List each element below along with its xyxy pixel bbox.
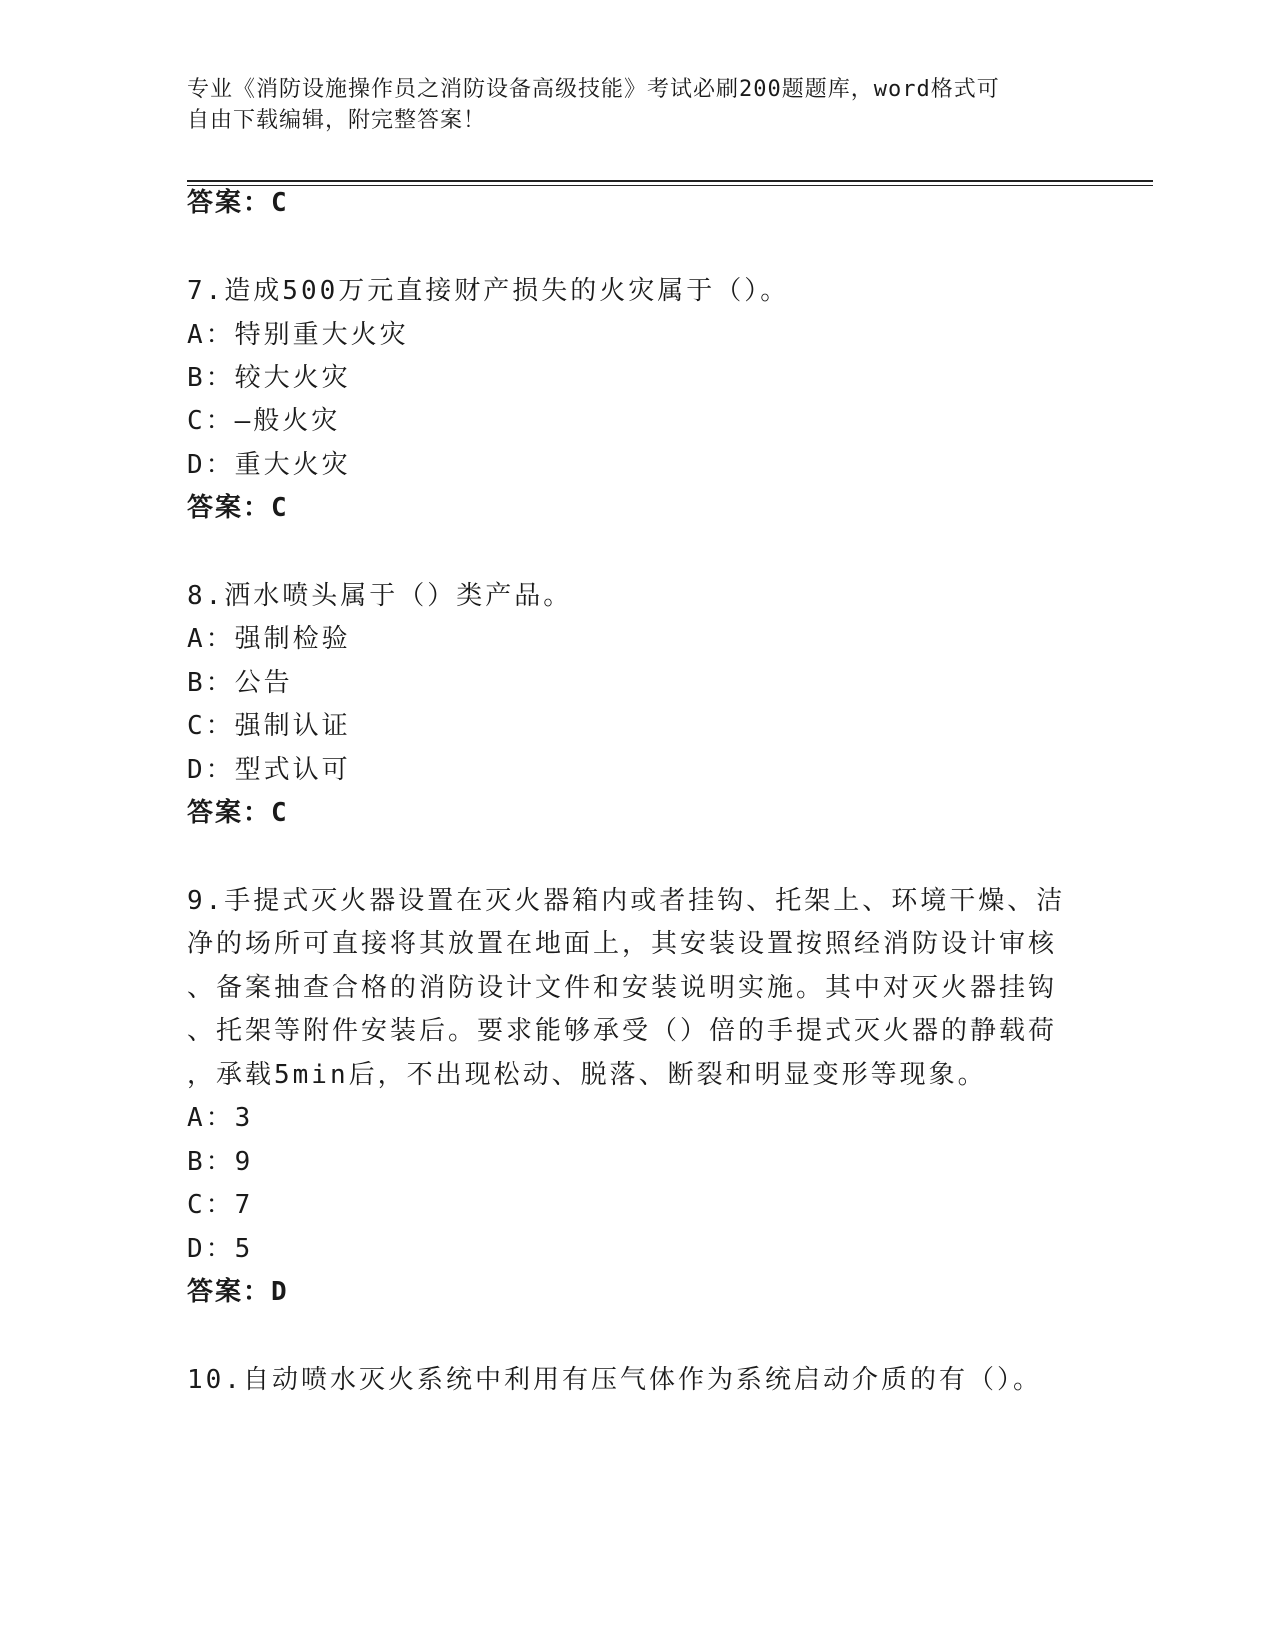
question-7-stem: 7.造成500万元直接财产损失的火灾属于（）。 xyxy=(187,276,790,306)
question-9-option-a: A：3 xyxy=(187,1103,254,1133)
question-9-stem-line-1: 9.手提式灭火器设置在灭火器箱内或者挂钩、托架上、环境干燥、洁 xyxy=(187,886,1066,916)
question-8-answer: 答案：C xyxy=(187,798,289,828)
question-7-option-a: A：特别重大火灾 xyxy=(187,320,409,350)
header-line-1: 专业《消防设施操作员之消防设备高级技能》考试必刷200题题库，word格式可 xyxy=(187,77,1000,102)
question-9-stem-line-5: ，承载5min后，不出现松动、脱落、断裂和明显变形等现象。 xyxy=(187,1060,987,1090)
question-9-answer: 答案：D xyxy=(187,1277,289,1307)
question-7-option-b: B：较大火灾 xyxy=(187,363,351,393)
question-7-answer: 答案：C xyxy=(187,493,289,523)
question-8-stem: 8.洒水喷头属于（）类产品。 xyxy=(187,581,573,611)
question-9-option-d: D：5 xyxy=(187,1234,254,1264)
question-8-option-d: D：型式认可 xyxy=(187,755,351,785)
question-9-stem-line-4: 、托架等附件安装后。要求能够承受（）倍的手提式灭火器的静载荷 xyxy=(187,1016,1058,1046)
question-9-option-b: B：9 xyxy=(187,1147,254,1177)
question-7-option-d: D：重大火灾 xyxy=(187,450,351,480)
question-9-stem-line-2: 净的场所可直接将其放置在地面上，其安装设置按照经消防设计审核 xyxy=(187,929,1058,959)
question-9-option-c: C：7 xyxy=(187,1190,254,1220)
question-10-stem: 10.自动喷水灭火系统中利用有压气体作为系统启动介质的有（）。 xyxy=(187,1365,1042,1395)
question-7-option-c: C：—般火灾 xyxy=(187,406,341,436)
question-8-option-b: B：公告 xyxy=(187,668,293,698)
document-header xyxy=(187,74,1067,136)
header-divider-thick xyxy=(187,180,1153,182)
question-8-option-c: C：强制认证 xyxy=(187,711,351,741)
question-8-option-a: A：强制检验 xyxy=(187,624,351,654)
previous-answer: 答案：C xyxy=(187,188,289,218)
question-9-stem-line-3: 、备案抽查合格的消防设计文件和安装说明实施。其中对灭火器挂钩 xyxy=(187,973,1058,1003)
header-divider-thin xyxy=(187,185,1153,186)
header-line-2: 自由下载编辑，附完整答案！ xyxy=(187,108,487,133)
